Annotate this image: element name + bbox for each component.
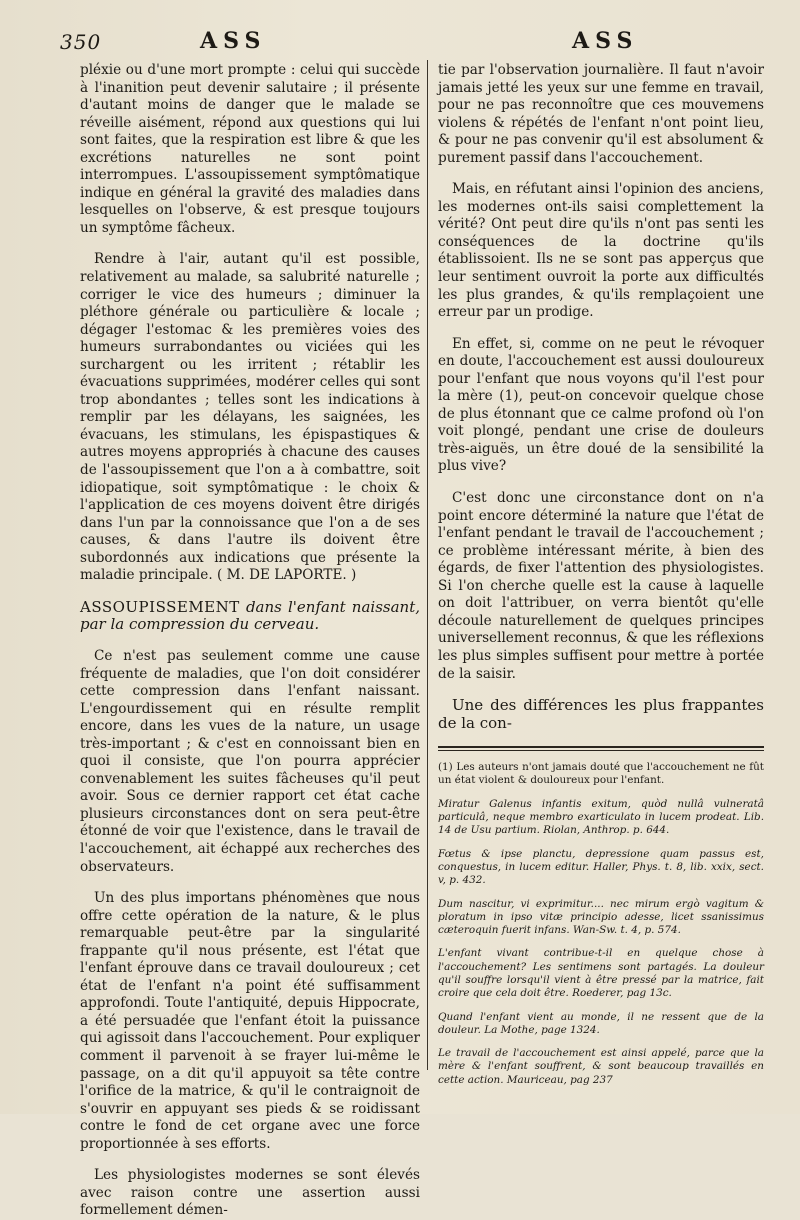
paragraph: Une des différences les plus frappantes de la con- (438, 696, 764, 732)
paragraph: Rendre à l'air, autant qu'il est possible, relativement au malade, sa salubrité naturelle ; corriger le vice des humeurs ; diminuer la pléthore générale ou particulière & locale ; dégager l'estomac & les premières voies des humeurs surrabondantes ou viciées qui les surchargent ou les irritent ; rétablir les évacuations supprimées, modérer celles qui sont trop abondantes ; telles sont les indications à remplir par les délayans, les saignées, les évacuans, les stimulans, les épispastiques & autres moyens appropriés à chacune des causes de l'assoupissement que l'on a à combattre, soit idiopatique, soit symptômatique : le choix & l'application de ces moyens doivent être dirigés dans l'un par la connoissance que l'on a de ses causes, & dans l'autre ils doivent être subordonnés aux indications que présente la maladie principale. ( M. DE LAPORTE. ) (80, 251, 420, 584)
footnote: L'enfant vivant contribue-t-il en quelque chose à l'accouchement? Les sentimens sont partagés. La douleur qu'il souffre lorsqu'il vient à être pressé par la matrice, fait croire que cela doit être. Roederer, pag 13c. (438, 947, 764, 1000)
paragraph: tie par l'observation journalière. Il faut n'avoir jamais jetté les yeux sur une femme en travail, pour ne pas reconnoître que ces mouvemens violens & répétés de l'enfant n'ont point lieu, & pour ne pas convenir qu'il est absolument & purement passif dans l'accouchement. (438, 62, 764, 166)
footnote: Le travail de l'accouchement est ainsi appelé, parce que la mère & l'enfant souffrent, & sont beaucoup travaillés en cette action. Mauriceau, pag 237 (438, 1047, 764, 1086)
paragraph: Ce n'est pas seulement comme une cause fréquente de maladies, que l'on doit considérer cette compression dans l'enfant naissant. L'engourdissement qui en résulte remplit encore, dans les vues de la nature, un usage très-important ; & c'est en connoissant bien en quoi il consiste, que l'on pourra apprécier convenablement les suites fâcheuses qu'il peut avoir. Sous ce dernier rapport cet état cache plusieurs circonstances dont on sera peut-être étonné de voir que l'existence, dans le travail de l'accouchement, ait échappé aux recherches des observateurs. (80, 647, 420, 875)
article-heading (80, 599, 420, 634)
paragraph: pléxie ou d'une mort prompte : celui qui succède à l'inanition peut devenir salutaire ; il présente d'autant moins de danger que le malade se réveille aisément, répond aux questions qui lui sont faites, que la respiration est libre & que les excrétions naturelles ne sont point interrompues. L'assoupissement symptômatique indique en général la gravité des maladies dans lesquelles on l'observe, & est presque toujours un symptôme fâcheux. (80, 62, 420, 236)
footnote: Dum nascitur, vi exprimitur.... nec mirum ergò vagitum & ploratum in ipso vitæ principio adesse, licet ssanissimus cæteroquin fuerit infans. Wan-Sw. t. 4, p. 574. (438, 897, 764, 937)
column-divider (427, 60, 428, 1070)
article-title: ASSOUPISSEMENT (80, 597, 240, 616)
footnote: (1) Les auteurs n'ont jamais douté que l'accouchement ne fût un état violent & douloureux pour l'enfant. (438, 761, 764, 787)
paragraph: Mais, en réfutant ainsi l'opinion des anciens, les modernes ont-ils saisi complettement la vérité? Ont peut dire qu'ils n'ont pas senti les conséquences de la doctrine qu'ils établissoient. Ils ne se sont pas apperçus que leur sentiment ouvroit la porte aux difficultés les plus grandes, & qu'ils remplaçoient une erreur par un prodige. (438, 181, 764, 321)
footnote: Quand l'enfant vient au monde, il ne ressent que de la douleur. La Mothe, page 1324. (438, 1010, 764, 1036)
page-header (0, 28, 800, 58)
footnote-rule (438, 746, 764, 751)
paragraph: Les physiologistes modernes se sont élevés avec raison contre une assertion aussi formellement démen- (80, 1167, 420, 1219)
paragraph: Un des plus importans phénomènes que nous offre cette opération de la nature, & le plus remarquable peut-être par la singularité frappante qu'il nous présente, est l'état que l'enfant éprouve dans ce travail douloureux ; cet état de l'enfant n'a point été suffisamment approfondi. Toute l'antiquité, depuis Hippocrate, a été persuadée que l'enfant étoit la puissance qui agissoit dans l'accouchement. Pour expliquer comment il parvenoit à se frayer lui-même le passage, on a dit qu'il appuyoit sa tête contre l'orifice de la matrice, & qu'il le contraignoit de s'ouvrir en appuyant ses pieds & se roidissant contre le fond de cet organe avec une force proportionnée à ses efforts. (80, 890, 420, 1152)
page-number: 350 (60, 30, 102, 54)
footnote: Miratur Galenus infantis exitum, quòd nullâ vulneratâ particulâ, neque membro exarticulato in lucem prodeat. Lib. 14 de Usu partium. Riolan, Anthrop. p. 644. (438, 797, 764, 837)
right-column (438, 62, 764, 1097)
left-column (80, 62, 420, 1220)
footnote: Fœtus & ipse planctu, depressione quam passus est, conquestus, in lucem editur. Haller, Phys. t. 8, lib. xxix, sect. v, p. 432. (438, 847, 764, 887)
paragraph: En effet, si, comme on ne peut le révoquer en doute, l'accouchement est aussi douloureux pour l'enfant que nous voyons qu'il l'est pour la mère (1), peut-on concevoir quelque chose de plus étonnant que ce calme profond où l'on voit plongé, pendant une crise de douleurs très-aiguës, un être doué de la sensibilité la plus vive? (438, 335, 764, 475)
running-head-left: ASS (200, 28, 267, 54)
article-subtitle: dans l'enfant naissant, par la compression du cerveau. (80, 597, 420, 634)
running-head-right: ASS (572, 28, 639, 54)
paragraph: C'est donc une circonstance dont on n'a point encore déterminé la nature que l'état de l'enfant pendant le travail de l'accouchement ; ce problème intéressant mérite, à bien des égards, de fixer l'attention des physiologistes. Si l'on cherche quelle est la cause à laquelle on doit l'attribuer, on verra bientôt qu'elle découle naturellement de quelques principes universellement reconnus, & que les réflexions les plus simples suffisent pour mettre à portée de la saisir. (438, 490, 764, 682)
footnotes (438, 761, 764, 1087)
